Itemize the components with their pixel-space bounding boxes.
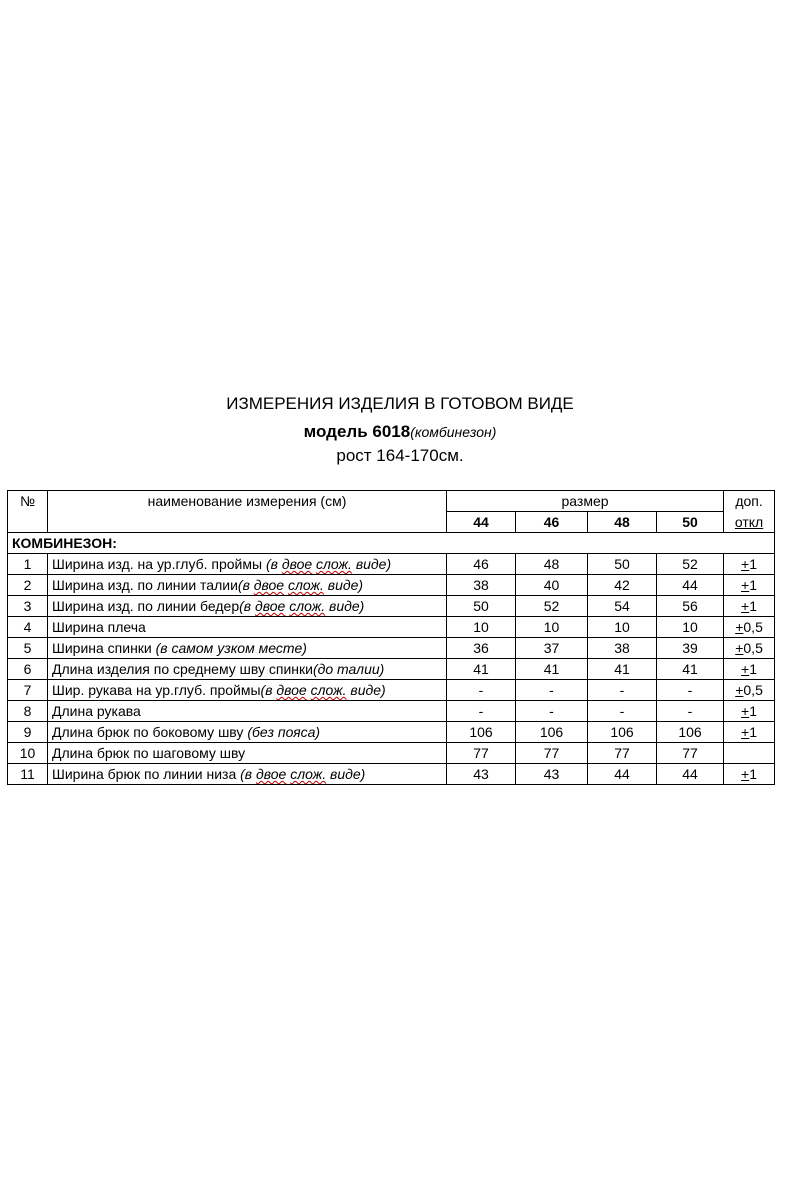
table-row <box>8 638 775 659</box>
measurement-label: Ширина изд. на ур.глуб. проймы <box>52 556 266 572</box>
size-value: 10 <box>516 617 588 638</box>
tolerance-header-label: откл <box>734 513 764 530</box>
tolerance-value <box>724 596 775 617</box>
tolerance-sign: + <box>735 619 744 635</box>
measurement-name <box>48 617 447 638</box>
tolerance-amount: 1 <box>749 703 758 719</box>
tolerance-sign: + <box>741 766 750 782</box>
tolerance-amount: 1 <box>749 724 758 740</box>
model-line <box>0 422 800 442</box>
table-row <box>8 575 775 596</box>
size-value: 10 <box>657 617 724 638</box>
size-value: 44 <box>657 764 724 785</box>
row-number: 5 <box>8 638 48 659</box>
tolerance-value <box>724 638 775 659</box>
size-header: 50 <box>657 512 724 533</box>
model-type: (комбинезон) <box>410 424 497 440</box>
tolerance-amount: 1 <box>749 661 758 677</box>
row-number: 9 <box>8 722 48 743</box>
size-value: 38 <box>447 575 516 596</box>
measurement-name <box>48 764 447 785</box>
size-value: 41 <box>447 659 516 680</box>
row-number: 8 <box>8 701 48 722</box>
tolerance-value <box>724 743 775 764</box>
size-value: 106 <box>516 722 588 743</box>
measurement-label: Ширина брюк по линии низа <box>52 766 241 782</box>
col-size-header: размер <box>447 491 724 512</box>
tolerance-value <box>724 554 775 575</box>
header-row-1 <box>8 491 775 512</box>
size-value: 43 <box>516 764 588 785</box>
measurement-label: Шир. рукава на ур.глуб. проймы <box>52 682 261 698</box>
tolerance-sign: + <box>741 661 750 677</box>
table-row <box>8 743 775 764</box>
tolerance-amount: 1 <box>749 556 758 572</box>
measurement-name <box>48 722 447 743</box>
measurement-label: Длина брюк по боковому шву <box>52 724 248 740</box>
table-row <box>8 596 775 617</box>
size-value: - <box>588 680 657 701</box>
size-value: 50 <box>447 596 516 617</box>
measurement-note: (без пояса) <box>247 724 321 740</box>
measurement-name <box>48 701 447 722</box>
tolerance-value <box>724 659 775 680</box>
measurement-label: Длина рукава <box>52 703 141 719</box>
table-row <box>8 617 775 638</box>
table-row <box>8 764 775 785</box>
tolerance-amount: 1 <box>749 577 758 593</box>
size-value: 36 <box>447 638 516 659</box>
row-number: 7 <box>8 680 48 701</box>
size-value: 38 <box>588 638 657 659</box>
measurement-label: Ширина изд. по линии бедер <box>52 598 240 614</box>
row-number: 3 <box>8 596 48 617</box>
size-value: 43 <box>447 764 516 785</box>
size-value: 48 <box>516 554 588 575</box>
measurement-label: Ширина изд. по линии талии <box>52 577 238 593</box>
size-value: 77 <box>588 743 657 764</box>
tolerance-value <box>724 575 775 596</box>
table-row <box>8 722 775 743</box>
row-number: 10 <box>8 743 48 764</box>
measurement-note: (в самом узком месте) <box>155 640 307 656</box>
tolerance-amount: 0,5 <box>743 619 763 635</box>
size-value: - <box>516 680 588 701</box>
tolerance-amount: 0,5 <box>743 640 763 656</box>
measurement-note: (до талии) <box>312 661 385 677</box>
row-number: 11 <box>8 764 48 785</box>
measurement-name <box>48 575 447 596</box>
measurement-label: Ширина плеча <box>52 619 146 635</box>
size-value: - <box>516 701 588 722</box>
size-value: 10 <box>447 617 516 638</box>
size-value: 106 <box>657 722 724 743</box>
measurement-name <box>48 596 447 617</box>
size-value: 106 <box>447 722 516 743</box>
measurement-note: (в двое слож. виде) <box>260 682 386 698</box>
col-number-header: № <box>8 491 48 533</box>
measurement-name <box>48 659 447 680</box>
table-row <box>8 554 775 575</box>
height-range: рост 164-170см. <box>336 446 464 465</box>
tolerance-value <box>724 701 775 722</box>
col-tolerance-header-1: доп. <box>724 491 775 512</box>
row-number: 2 <box>8 575 48 596</box>
tolerance-amount: 1 <box>749 766 758 782</box>
measurement-label: Ширина спинки <box>52 640 156 656</box>
measurement-name <box>48 743 447 764</box>
size-header: 44 <box>447 512 516 533</box>
size-value: 56 <box>657 596 724 617</box>
size-value: 77 <box>447 743 516 764</box>
size-header: 48 <box>588 512 657 533</box>
size-value: 46 <box>447 554 516 575</box>
size-value: 41 <box>588 659 657 680</box>
tolerance-sign: + <box>741 724 750 740</box>
row-number: 1 <box>8 554 48 575</box>
tolerance-sign: + <box>735 640 744 656</box>
col-name-header: наименование измерения (см) <box>48 491 447 533</box>
size-value: 40 <box>516 575 588 596</box>
tolerance-value <box>724 764 775 785</box>
tolerance-amount: 1 <box>749 598 758 614</box>
table-row <box>8 701 775 722</box>
measurement-name <box>48 554 447 575</box>
measurement-name <box>48 638 447 659</box>
tolerance-sign: + <box>741 577 750 593</box>
table-row <box>8 659 775 680</box>
size-value: 52 <box>516 596 588 617</box>
section-title: КОМБИНЕЗОН: <box>8 533 775 554</box>
row-number: 6 <box>8 659 48 680</box>
tolerance-sign: + <box>741 556 750 572</box>
document-title: ИЗМЕРЕНИЯ ИЗДЕЛИЯ В ГОТОВОМ ВИДЕ <box>226 394 574 413</box>
measurement-note: (в двое слож. виде) <box>237 577 364 593</box>
row-number: 4 <box>8 617 48 638</box>
size-value: 41 <box>657 659 724 680</box>
size-value: - <box>657 680 724 701</box>
table-row <box>8 680 775 701</box>
size-value: 39 <box>657 638 724 659</box>
size-value: 77 <box>657 743 724 764</box>
tolerance-sign: + <box>741 598 750 614</box>
size-value: 77 <box>516 743 588 764</box>
measurements-table <box>7 490 775 785</box>
tolerance-value <box>724 617 775 638</box>
tolerance-sign: + <box>741 703 750 719</box>
size-value: 37 <box>516 638 588 659</box>
size-value: 50 <box>588 554 657 575</box>
size-value: - <box>657 701 724 722</box>
size-value: 52 <box>657 554 724 575</box>
measurement-note: (в двое слож. виде) <box>265 556 392 572</box>
size-value: - <box>447 680 516 701</box>
measurement-name <box>48 680 447 701</box>
model-name: модель 6018 <box>303 422 411 441</box>
size-value: 106 <box>588 722 657 743</box>
size-value: 54 <box>588 596 657 617</box>
size-value: - <box>447 701 516 722</box>
section-row <box>8 533 775 554</box>
tolerance-sign: + <box>735 682 744 698</box>
size-value: - <box>588 701 657 722</box>
measurement-note: (в двое слож. виде) <box>240 766 366 782</box>
size-value: 42 <box>588 575 657 596</box>
size-value: 44 <box>657 575 724 596</box>
size-header: 46 <box>516 512 588 533</box>
measurement-note: (в двое слож. виде) <box>239 598 365 614</box>
col-tolerance-header-2 <box>724 512 775 533</box>
size-value: 10 <box>588 617 657 638</box>
size-value: 44 <box>588 764 657 785</box>
tolerance-value <box>724 722 775 743</box>
measurement-label: Длина брюк по шаговому шву <box>52 745 246 761</box>
size-value: 41 <box>516 659 588 680</box>
measurement-label: Длина изделия по среднему шву спинки <box>52 661 313 677</box>
tolerance-amount: 0,5 <box>743 682 763 698</box>
tolerance-value <box>724 680 775 701</box>
